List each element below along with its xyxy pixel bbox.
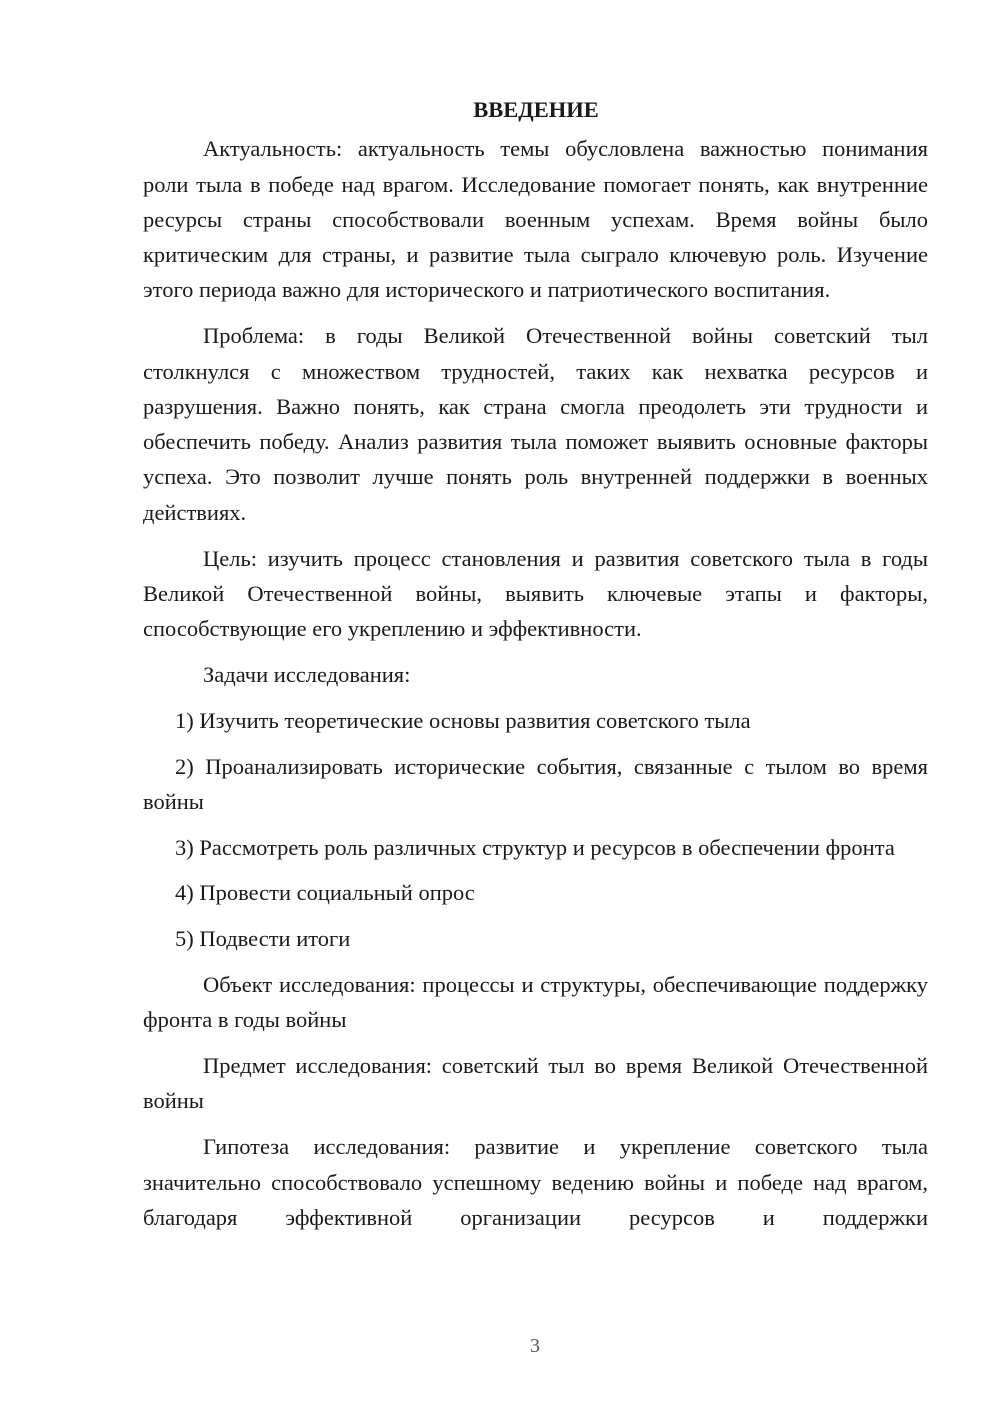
page-number: 3 xyxy=(530,1335,540,1357)
tasks-list xyxy=(143,703,928,957)
task-item-1: 1) Изучить теоретические основы развития советского тыла xyxy=(175,707,751,733)
tasks-label: Задачи исследования: xyxy=(203,661,411,687)
task-item-3: 3) Рассмотреть роль различных структур и ресурсов в обеспечении фронта xyxy=(175,834,895,860)
paragraph-relevance: Актуальность: актуальность темы обусловлена важностью понимания роли тыла в победе над врагом. Исследование помогает понять, как внутренние ресурсы страны способствовали военным успехам. Время войны было критическим для страны, и развитие тыла сыграло ключевую роль. Изучение этого периода важно для исторического и патриотического воспитания. xyxy=(143,136,928,303)
section-title: ВВЕДЕНИЕ xyxy=(473,97,599,122)
paragraph-subject: Предмет исследования: советский тыл во время Великой Отечественной войны xyxy=(143,1053,928,1114)
paragraph-object: Объект исследования: процессы и структуры, обеспечивающие поддержку фронта в годы войны xyxy=(143,972,928,1033)
paragraph-goal: Цель: изучить процесс становления и развития советского тыла в годы Великой Отечественной войны, выявить ключевые этапы и факторы, способствующие его укреплению и эффективности. xyxy=(143,545,928,642)
paragraph-problem: Проблема: в годы Великой Отечественной войны советский тыл столкнулся с множеством трудностей, таких как нехватка ресурсов и разрушения. Важно понять, как страна смогла преодолеть эти трудности и обеспечить победу. Анализ развития тыла поможет выявить основные факторы успеха. Это позволит лучше понять роль внутренней поддержки в военных действиях. xyxy=(143,323,928,525)
document-page xyxy=(143,92,928,1246)
task-item-5: 5) Подвести итоги xyxy=(175,926,351,952)
task-item-4: 4) Провести социальный опрос xyxy=(175,880,475,906)
paragraph-hypothesis: Гипотеза исследования: развитие и укрепление советского тыла значительно способствовало успешному ведению войны и победе над врагом, благодаря эффективной организации ресурсов и поддержки xyxy=(143,1134,928,1230)
task-item-2: 2) Проанализировать исторические события, связанные с тылом во время войны xyxy=(143,753,928,814)
